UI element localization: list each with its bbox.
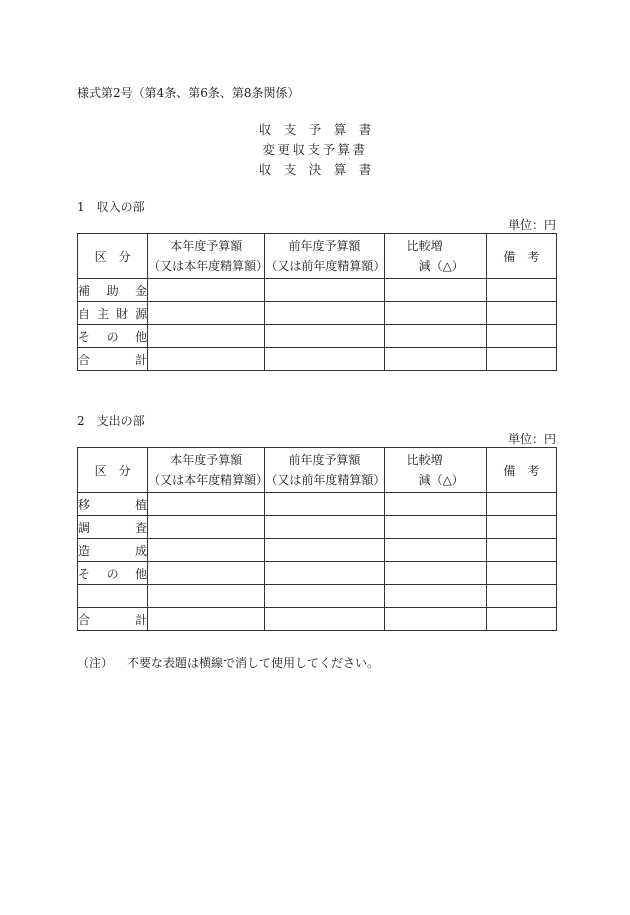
- previous-year-header: 前年度予算額 （又は前年度精算額）: [265, 448, 384, 493]
- table-cell: [384, 348, 486, 371]
- table-cell: [384, 585, 486, 608]
- table-cell: [486, 279, 556, 302]
- table-cell: [265, 562, 384, 585]
- current-year-header: 本年度予算額 （又は本年度精算額）: [148, 448, 265, 493]
- table-row: [78, 279, 557, 302]
- table-row: [78, 348, 557, 371]
- expense-heading: 2 支出の部: [77, 414, 145, 428]
- row-label-blank: [78, 585, 148, 608]
- table-row: [78, 585, 557, 608]
- table-cell: [486, 302, 556, 325]
- expense-table: [77, 447, 557, 631]
- table-cell: [148, 608, 265, 631]
- row-label-total: 合計: [78, 348, 148, 371]
- footnote-mark: （注）: [77, 656, 114, 670]
- table-cell: [265, 302, 384, 325]
- table-cell: [486, 348, 556, 371]
- table-cell: [486, 608, 556, 631]
- table-cell: [486, 585, 556, 608]
- table-cell: [265, 585, 384, 608]
- footnote: [77, 654, 379, 671]
- income-header-row: [78, 234, 557, 279]
- row-label-own-funds: 自主財源: [78, 302, 148, 325]
- row-label-construction: 造成: [78, 539, 148, 562]
- table-cell: [384, 493, 486, 516]
- table-row: [78, 608, 557, 631]
- table-cell: [265, 608, 384, 631]
- table-cell: [384, 279, 486, 302]
- table-cell: [148, 562, 265, 585]
- table-cell: [148, 539, 265, 562]
- difference-header: 比較増 減（△）: [384, 234, 486, 279]
- table-row: [78, 539, 557, 562]
- table-cell: [384, 539, 486, 562]
- table-cell: [148, 302, 265, 325]
- table-cell: [265, 516, 384, 539]
- title-budget: 収 支 予 算 書: [258, 122, 372, 137]
- row-label-survey: 調査: [78, 516, 148, 539]
- table-cell: [148, 585, 265, 608]
- income-heading: 1 収入の部: [77, 200, 145, 214]
- table-cell: [384, 608, 486, 631]
- table-cell: [148, 348, 265, 371]
- row-label-transplant: 移植: [78, 493, 148, 516]
- category-header: 区 分: [78, 448, 148, 493]
- table-cell: [148, 279, 265, 302]
- remarks-header: 備 考: [486, 234, 556, 279]
- form-number: 様式第2号（第4条、第6条、第8条関係）: [77, 86, 300, 100]
- table-cell: [265, 279, 384, 302]
- table-cell: [486, 325, 556, 348]
- income-unit-label: 単位：円: [507, 218, 556, 232]
- previous-year-header: 前年度予算額 （又は前年度精算額）: [265, 234, 384, 279]
- table-cell: [265, 493, 384, 516]
- table-cell: [265, 325, 384, 348]
- footnote-text: 不要な表題は横線で消して使用してください。: [127, 656, 380, 670]
- title-block: [0, 120, 630, 180]
- table-cell: [148, 325, 265, 348]
- table-cell: [384, 302, 486, 325]
- difference-header: 比較増 減（△）: [384, 448, 486, 493]
- table-cell: [148, 516, 265, 539]
- table-cell: [384, 562, 486, 585]
- table-cell: [265, 539, 384, 562]
- row-label-total: 合計: [78, 608, 148, 631]
- row-label-other: その他: [78, 562, 148, 585]
- table-cell: [148, 493, 265, 516]
- table-cell: [486, 516, 556, 539]
- table-cell: [486, 562, 556, 585]
- table-cell: [265, 348, 384, 371]
- table-row: [78, 493, 557, 516]
- income-table: [77, 233, 557, 371]
- title-settlement: 収 支 決 算 書: [258, 162, 372, 177]
- table-cell: [486, 493, 556, 516]
- expense-unit-label: 単位：円: [507, 432, 556, 446]
- table-cell: [384, 516, 486, 539]
- table-cell: [384, 325, 486, 348]
- table-row: [78, 516, 557, 539]
- row-label-other: その他: [78, 325, 148, 348]
- remarks-header: 備 考: [486, 448, 556, 493]
- table-row: [78, 325, 557, 348]
- row-label-subsidy: 補助金: [78, 279, 148, 302]
- title-revised-budget: 変更収支予算書: [262, 142, 368, 157]
- table-cell: [486, 539, 556, 562]
- table-row: [78, 562, 557, 585]
- table-row: [78, 302, 557, 325]
- expense-header-row: [78, 448, 557, 493]
- category-header: 区 分: [78, 234, 148, 279]
- current-year-header: 本年度予算額 （又は本年度精算額）: [148, 234, 265, 279]
